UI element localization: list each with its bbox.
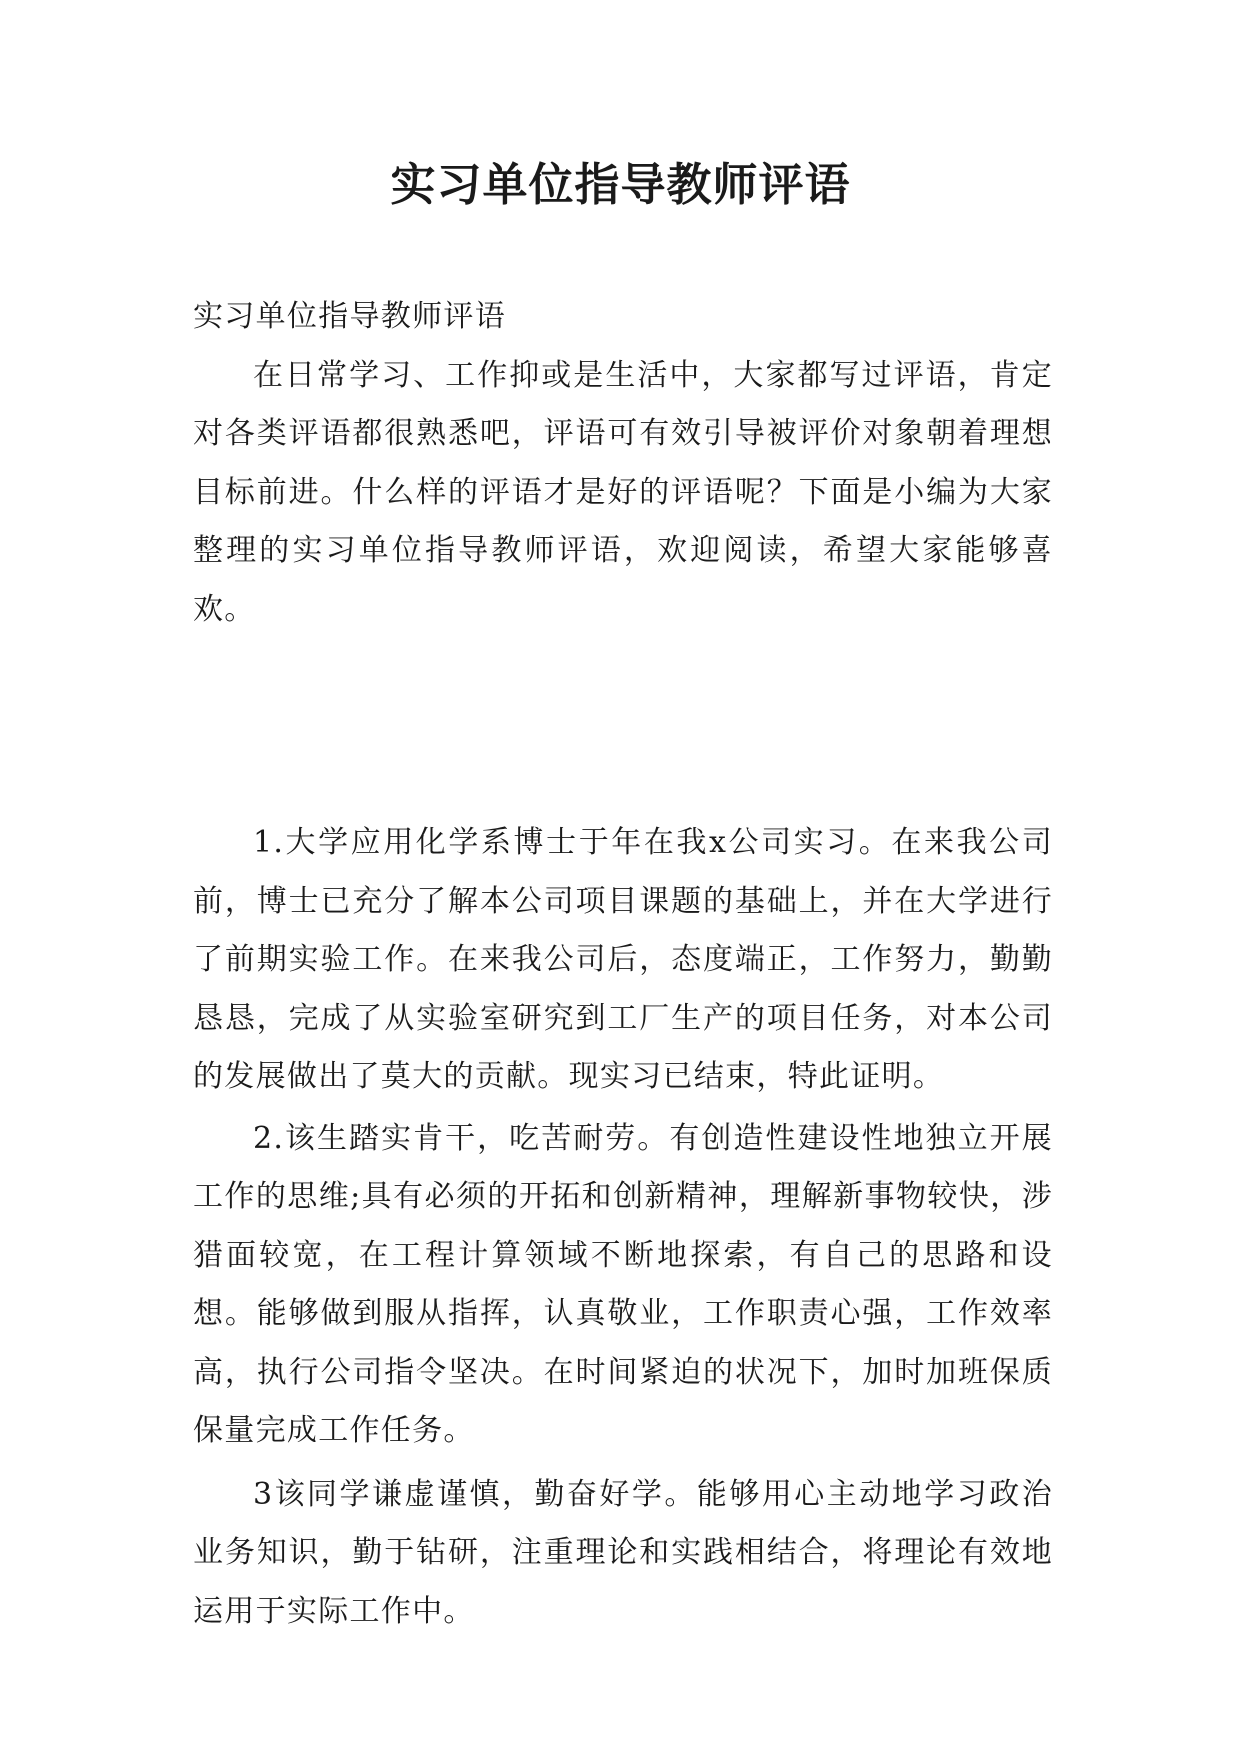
intro-paragraph: 在日常学习、工作抑或是生活中，大家都写过评语，肯定对各类评语都很熟悉吧，评语可有效引导被评价对象朝着理想目标前进。什么样的评语才是好的评语呢？下面是小编为大家整理的实习单位指导教师评语，欢迎阅读，希望大家能够喜欢。 bbox=[193, 357, 1053, 627]
document-body bbox=[193, 288, 1053, 1641]
document-subtitle: 实习单位指导教师评语 bbox=[193, 299, 506, 334]
section-spacer bbox=[193, 639, 1053, 814]
comment-item-1: 1.大学应用化学系博士于年在我x公司实习。在来我公司前，博士已充分了解本公司项目课题的基础上，并在大学进行了前期实验工作。在来我公司后，态度端正，工作努力，勤勤恳恳，完成了从实验室研究到工厂生产的项目任务，对本公司的发展做出了莫大的贡献。现实习已结束，特此证明。 bbox=[193, 825, 1053, 1094]
comment-item-2: 2.该生踏实肯干，吃苦耐劳。有创造性建设性地独立开展工作的思维;具有必须的开拓和创新精神，理解新事物较快，涉猎面较宽，在工程计算领域不断地探索，有自己的思路和设想。能够做到服从指挥，认真敬业，工作职责心强，工作效率高，执行公司指令坚决。在时间紧迫的状况下，加时加班保质保量完成工作任务。 bbox=[193, 1120, 1053, 1448]
document-title: 实习单位指导教师评语 bbox=[390, 158, 851, 211]
comment-item-3: 3该同学谦虚谨慎，勤奋好学。能够用心主动地学习政治业务知识，勤于钻研，注重理论和实践相结合，将理论有效地运用于实际工作中。 bbox=[193, 1476, 1053, 1629]
